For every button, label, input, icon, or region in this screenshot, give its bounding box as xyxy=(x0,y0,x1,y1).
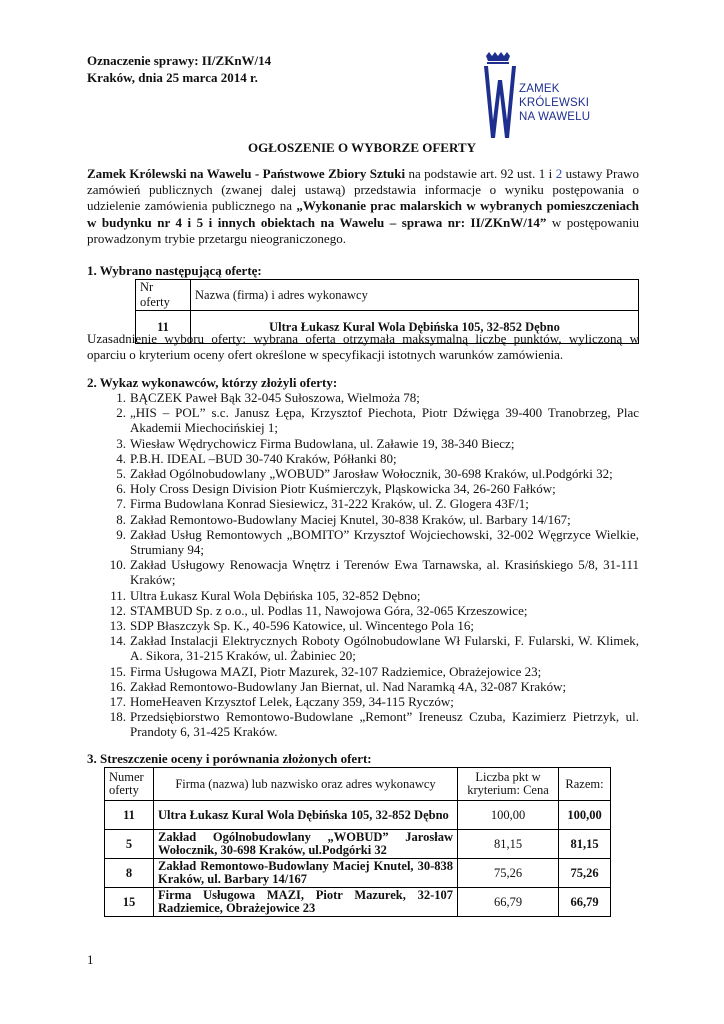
table-header-row xyxy=(136,280,639,311)
document-date: Kraków, dnia 25 marca 2014 r. xyxy=(87,70,258,85)
intro-text-c: w postępowaniu prowadzonym trybie przetargu nieograniczonego. xyxy=(87,214,639,246)
section-2-heading: 2. Wykaz wykonawców, którzy złożyli oferty: xyxy=(87,375,338,390)
col-contractor: Nazwa (firma) i adres wykonawcy xyxy=(191,280,639,311)
list-item-number: 7. xyxy=(116,496,126,512)
list-item-number: 16. xyxy=(109,678,126,694)
offer-comparison-table xyxy=(104,767,611,917)
col-contractor: Firma (nazwa) lub nazwisko oraz adres wykonawcy xyxy=(154,768,458,801)
list-item xyxy=(87,390,639,405)
list-item xyxy=(87,405,639,435)
list-item xyxy=(87,588,639,603)
list-item-text: SDP Błaszczyk Sp. K., 40-596 Katowice, ul. Wincentego Pola 16; xyxy=(130,618,474,634)
list-item-number: 10. xyxy=(109,557,126,573)
list-item-text: HomeHeaven Krzysztof Lelek, Łączany 359, 34-115 Ryczów; xyxy=(130,694,454,710)
contractor-list xyxy=(87,390,639,740)
list-item xyxy=(87,694,639,709)
list-item xyxy=(87,481,639,496)
list-item xyxy=(87,603,639,618)
list-item-text: Zakład Usługowy Renowacja Wnętrz i Terenów Ewa Tarnawska, al. Krasińskiego 5/8, 31-111 Kraków; xyxy=(130,557,639,588)
table-row xyxy=(105,830,611,859)
list-item-text: P.B.H. IDEAL –BUD 30-740 Kraków, Półłanki 80; xyxy=(130,450,397,466)
list-item xyxy=(87,496,639,511)
logo-line-2: KRÓLEWSKI xyxy=(519,97,590,109)
list-item-text: Ultra Łukasz Kural Wola Dębińska 105, 32-852 Dębno; xyxy=(130,587,421,603)
list-item-number: 18. xyxy=(109,709,126,725)
row-contractor: Zakład Ogólnobudowlany „WOBUD” Jarosław Wołocznik, 30-698 Kraków, ul.Podgórki 32 xyxy=(154,830,458,859)
list-item-number: 12. xyxy=(109,602,126,618)
list-item-text: Firma Budowlana Konrad Siesiewicz, 31-222 Kraków, ul. Z. Glogera 43F/1; xyxy=(130,496,529,512)
list-item-text: Zakład Usług Remontowych „BOMITO” Krzysztof Wojciechowski, 32-002 Węgrzyce Wielkie, Strumiany 94; xyxy=(130,526,639,558)
list-item-number: 6. xyxy=(116,481,126,497)
table-header-row xyxy=(105,768,611,801)
list-item-text: Zakład Remontowo-Budowlany Jan Biernat, ul. Nad Naramką 4A, 32-087 Kraków; xyxy=(130,678,567,694)
list-item-number: 5. xyxy=(116,466,126,482)
row-contractor: Ultra Łukasz Kural Wola Dębińska 105, 32-852 Dębno xyxy=(154,801,458,830)
logo-line-1: ZAMEK xyxy=(519,83,560,95)
list-item xyxy=(87,512,639,527)
list-item xyxy=(87,618,639,633)
comparison-rows xyxy=(105,801,611,917)
list-item xyxy=(87,709,639,739)
list-item-number: 17. xyxy=(109,694,126,710)
offer-contractor: Ultra Łukasz Kural Wola Dębińska 105, 32-852 Dębno xyxy=(191,311,639,344)
list-item-number: 4. xyxy=(116,450,126,466)
intro-institution: Zamek Królewski na Wawelu - Państwowe Zbiory Sztuki xyxy=(87,166,406,181)
row-total: 81,15 xyxy=(559,830,611,859)
list-item xyxy=(87,557,639,587)
list-item-number: 8. xyxy=(116,511,126,527)
row-offer-number: 15 xyxy=(105,888,154,917)
list-item xyxy=(87,436,639,451)
intro-text-a: na podstawie art. 92 ust. 1 i xyxy=(405,166,556,181)
list-item-text: Zakład Ogólnobudowlany „WOBUD” Jarosław Wołocznik, 30-698 Kraków, ul.Podgórki 32; xyxy=(130,466,613,482)
row-price-points: 100,00 xyxy=(458,801,559,830)
section-3-heading: 3. Streszczenie oceny i porównania złożonych ofert: xyxy=(87,751,372,766)
list-item-text: Przedsiębiorstwo Remontowo-Budowlane „Remont” Ireneusz Czuba, Kazimierz Pietrzyk, ul. Prandoty 6, 31-425 Kraków. xyxy=(130,709,639,740)
intro-paragraph xyxy=(87,166,639,247)
intro-link-number: 2 xyxy=(555,166,563,181)
justification-paragraph: Uzasadnienie wyboru oferty: wybrana oferta otrzymała maksymalną liczbę punktów, wyliczoną w oparciu o kryterium oceny ofert określone w specyfikacji istotnych warunków zamówienia. xyxy=(87,331,639,363)
list-item-text: BĄCZEK Paweł Bąk 32-045 Sułoszowa, Wielmoża 78; xyxy=(130,390,420,405)
intro-contract-name: „Wykonanie prac malarskich w wybranych pomieszczeniach w budynku nr 4 i 5 i innych obiektach na Wawelu – sprawa nr: II/ZKnW/14” xyxy=(87,198,639,230)
document-header xyxy=(87,52,271,86)
row-total: 75,26 xyxy=(559,859,611,888)
list-item-text: Firma Usługowa MAZI, Piotr Mazurek, 32-107 Radziemice, Obrażejowice 23; xyxy=(130,663,542,679)
list-item-number: 9. xyxy=(116,526,126,542)
list-item xyxy=(87,664,639,679)
logo-text xyxy=(519,82,590,124)
col-offer-number: Nr oferty xyxy=(136,280,191,311)
section-1-heading: 1. Wybrano następującą ofertę: xyxy=(87,263,262,278)
list-item-number: 11. xyxy=(110,587,126,603)
case-number: Oznaczenie sprawy: II/ZKnW/14 xyxy=(87,53,272,68)
col-price-points: Liczba pkt w kryterium: Cena xyxy=(458,768,559,801)
list-item-number: 1. xyxy=(116,390,126,405)
list-item-text: „HIS – POL” s.c. Janusz Łępa, Krzysztof Piechota, Piotr Dźwięga 39-400 Tranobrzeg, Plac Akademii Miechocińskiej 1; xyxy=(130,405,639,436)
list-item xyxy=(87,451,639,466)
row-offer-number: 8 xyxy=(105,859,154,888)
table-row xyxy=(105,801,611,830)
row-price-points: 81,15 xyxy=(458,830,559,859)
row-price-points: 66,79 xyxy=(458,888,559,917)
list-item xyxy=(87,679,639,694)
list-item-number: 2. xyxy=(116,405,126,421)
row-contractor: Zakład Remontowo-Budowlany Maciej Knutel, 30-838 Kraków, ul. Barbary 14/167 xyxy=(154,859,458,888)
list-item-number: 3. xyxy=(116,435,126,451)
document-title: OGŁOSZENIE O WYBORZE OFERTY xyxy=(248,140,476,155)
list-item xyxy=(87,527,639,557)
list-item-text: STAMBUD Sp. z o.o., ul. Podlas 11, Nawojowa Góra, 32-065 Krzeszowice; xyxy=(130,602,528,618)
row-offer-number: 11 xyxy=(105,801,154,830)
logo-line-3: NA WAWELU xyxy=(519,111,591,123)
list-item xyxy=(87,633,639,663)
list-item-text: Zakład Remontowo-Budowlany Maciej Knutel, 30-838 Kraków, ul. Barbary 14/167; xyxy=(130,511,571,527)
list-item xyxy=(87,466,639,481)
row-total: 66,79 xyxy=(559,888,611,917)
list-item-text: Holy Cross Design Division Piotr Kuśmierczyk, Pląskowicka 34, 26-260 Fałków; xyxy=(130,481,556,497)
row-contractor: Firma Usługowa MAZI, Piotr Mazurek, 32-107 Radziemice, Obrażejowice 23 xyxy=(154,888,458,917)
row-total: 100,00 xyxy=(559,801,611,830)
col-total: Razem: xyxy=(559,768,611,801)
col-offer-number: Numer oferty xyxy=(105,768,154,801)
list-item-text: Wiesław Wędrychowicz Firma Budowlana, ul. Załawie 19, 38-340 Biecz; xyxy=(130,435,515,451)
list-item-text: Zakład Instalacji Elektrycznych Roboty Ogólnobudowlane Wł Fularski, F. Fularski, W. Klimek, A. Sikora, 31-215 Kraków, ul. Żabiniec 20; xyxy=(130,633,639,664)
table-row xyxy=(105,888,611,917)
list-item-number: 13. xyxy=(109,618,126,634)
intro-text-b: ustawy Prawo zamówień publicznych (zwanej dalej ustawą) przedstawia informacje o wyniku postępowania o udzielenie zamówienia publicznego na xyxy=(87,166,640,214)
list-item-number: 15. xyxy=(109,663,126,679)
page-number: 1 xyxy=(87,952,94,967)
row-offer-number: 5 xyxy=(105,830,154,859)
list-item-number: 14. xyxy=(109,633,126,649)
row-price-points: 75,26 xyxy=(458,859,559,888)
table-row xyxy=(105,859,611,888)
offer-number: 11 xyxy=(136,311,191,344)
